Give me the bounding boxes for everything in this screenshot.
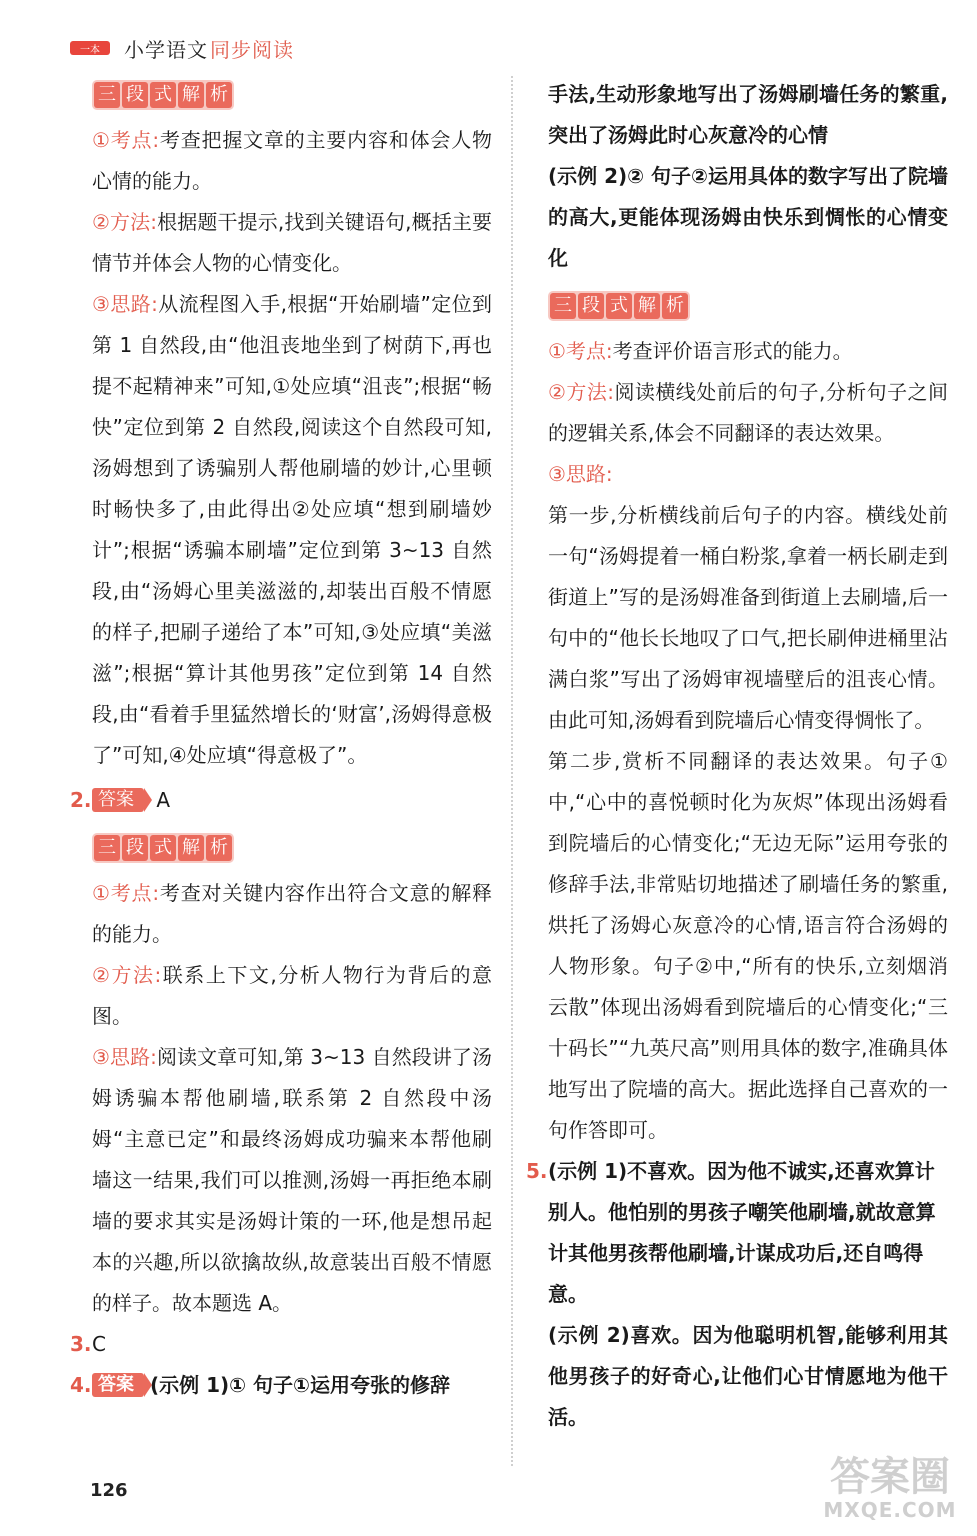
method-text: 联系上下文,分析人物行为背后的意图。 <box>92 963 493 1028</box>
header-title: 小学语文 <box>124 37 208 62</box>
answer-continuation: 手法,生动形象地写出了汤姆刷墙任务的繁重,突出了汤姆此时心灰意冷的心情 <box>548 82 948 147</box>
badge-char: 解 <box>178 835 204 861</box>
badge-char: 析 <box>662 293 688 319</box>
method-label: ②方法: <box>92 963 162 987</box>
analysis-method <box>548 372 948 454</box>
left-column <box>70 78 493 1406</box>
method-text: 阅读横线处前后的句子,分析句子之间的逻辑关系,体会不同翻译的表达效果。 <box>548 380 948 445</box>
question-number: 3. <box>70 1332 92 1356</box>
question-4-answer <box>70 1365 492 1406</box>
analysis-method <box>92 202 492 284</box>
analysis-badge <box>92 80 234 110</box>
analysis-point <box>92 873 492 955</box>
point-label: ①考点: <box>548 339 613 363</box>
question-3-answer <box>70 1324 492 1365</box>
reasoning-label: ③思路: <box>92 292 158 316</box>
answer-example-2: (示例 2)喜欢。因为他聪明机智,能够利用其他男孩子的好奇心,让他们心甘情愿地为他干活。 <box>548 1323 948 1429</box>
badge-char: 式 <box>150 82 176 108</box>
question-number: 5. <box>526 1159 548 1183</box>
reasoning-label: ③思路: <box>92 1045 157 1069</box>
reasoning-label: ③思路: <box>548 462 613 486</box>
method-label: ②方法: <box>92 210 158 234</box>
answer-tag: 答案 <box>92 1373 144 1397</box>
question-5-answer <box>526 1151 948 1315</box>
analysis-point <box>92 120 492 202</box>
answer-example-2: (示例 2)② 句子②运用具体的数字写出了院墙的高大,更能体现汤姆由快乐到惆怅的心情变化 <box>548 164 948 270</box>
question-2-answer <box>70 780 492 821</box>
badge-char: 析 <box>206 82 232 108</box>
badge-char: 段 <box>122 82 148 108</box>
reasoning-text: 阅读文章可知,第 3~13 自然段讲了汤姆诱骗本帮他刷墙,联系第 2 自然段中汤姆“主意已定”和最终汤姆成功骗来本帮他刷墙这一结果,我们可以推测,汤姆一再拒绝本刷墙的要求其实是汤姆计策的一环,他是想吊起本的兴趣,所以欲擒故纵,故意装出百般不情愿的样子。故本题选 A。 <box>92 1045 492 1315</box>
analysis-reasoning <box>92 1037 492 1324</box>
question-number: 2. <box>70 788 92 812</box>
analysis-reasoning <box>548 454 948 495</box>
analysis-badge <box>92 833 234 863</box>
answer-value: A <box>156 788 171 812</box>
badge-char: 解 <box>634 293 660 319</box>
badge-char: 三 <box>550 293 576 319</box>
badge-char: 三 <box>94 82 120 108</box>
answer-example-1: (示例 1)不喜欢。因为他不诚实,还喜欢算计别人。他怕别的男孩子嘲笑他刷墙,就故意算计其他男孩帮他刷墙,计谋成功后,还自鸣得意。 <box>548 1159 936 1306</box>
badge-char: 段 <box>578 293 604 319</box>
reasoning-step-1: 第一步,分析横线前后句子的内容。横线处前一句“汤姆提着一桶白粉浆,拿着一柄长刷走到街道上”写的是汤姆准备到街道上去刷墙,后一句中的“他长长地叹了口气,把长刷伸进桶里沾满白浆”写出了汤姆审视墙壁后的沮丧心情。由此可知,汤姆看到院墙后心情变得惆怅了。 <box>548 503 948 732</box>
watermark-logo <box>810 1455 970 1525</box>
analysis-badge <box>548 291 690 321</box>
header-subtitle: 同步阅读 <box>210 37 294 62</box>
badge-char: 三 <box>94 835 120 861</box>
answer-value: C <box>92 1332 106 1356</box>
answer-tag: 答案 <box>92 788 144 812</box>
page-header <box>70 30 294 66</box>
badge-char: 解 <box>178 82 204 108</box>
point-text: 考查评价语言形式的能力。 <box>612 339 853 363</box>
point-text: 考查把握文章的主要内容和体会人物心情的能力。 <box>92 128 493 193</box>
reasoning-text: 从流程图入手,根据“开始刷墙”定位到第 1 自然段,由“他沮丧地坐到了树荫下,再也提不起精神来”可知,①处应填“沮丧”;根据“畅快”定位到第 2 自然段,阅读这个自然段可知,汤姆想到了诱骗别人帮他刷墙的妙计,心里顿时畅快多了,由此得出②处应填“想到刷墙妙计”;根据“诱骗本刷墙”定位到第 3~13 自然段,由“汤姆心里美滋滋的,却装出百般不情愿的样子,把刷子递给了本”可知,③处应填“美滋滋”;根据“算计其他男孩”定位到第 14 自然段,由“看着手里猛然增长的‘财富’,汤姆得意极了”可知,④处应填“得意极了”。 <box>92 292 492 767</box>
watermark-text: 答案圈 <box>830 1454 950 1500</box>
point-text: 考查对关键内容作出符合文意的解释的能力。 <box>92 881 493 946</box>
point-label: ①考点: <box>92 881 160 905</box>
column-divider <box>511 76 513 1466</box>
reasoning-step-2: 第二步,赏析不同翻译的表达效果。句子①中,“心中的喜悦顿时化为灰烬”体现出汤姆看到院墙后的心情变化;“无边无际”运用夸张的修辞手法,非常贴切地描述了刷墙任务的繁重,烘托了汤姆心灰意冷的心情,语言符合汤姆的人物形象。句子②中,“所有的快乐,立刻烟消云散”体现出汤姆看到院墙后的心情变化;“三十码长”“九英尺高”则用具体的数字,准确具体地写出了院墙的高大。据此选择自己喜欢的一句作答即可。 <box>548 749 948 1142</box>
right-column <box>526 74 948 1438</box>
brand-logo: 一本 <box>70 41 110 55</box>
analysis-method <box>92 955 492 1037</box>
method-text: 根据题干提示,找到关键语句,概括主要情节并体会人物的心情变化。 <box>92 210 492 275</box>
question-number: 4. <box>70 1373 92 1397</box>
point-label: ①考点: <box>92 128 160 152</box>
badge-char: 段 <box>122 835 148 861</box>
badge-char: 析 <box>206 835 232 861</box>
watermark-url: MXQE.COM <box>823 1498 957 1522</box>
badge-char: 式 <box>150 835 176 861</box>
method-label: ②方法: <box>548 380 615 404</box>
answer-text: (示例 1)① 句子①运用夸张的修辞 <box>150 1373 450 1397</box>
analysis-reasoning <box>92 284 492 776</box>
badge-char: 式 <box>606 293 632 319</box>
analysis-point <box>548 331 948 372</box>
page-number: 126 <box>90 1480 128 1501</box>
